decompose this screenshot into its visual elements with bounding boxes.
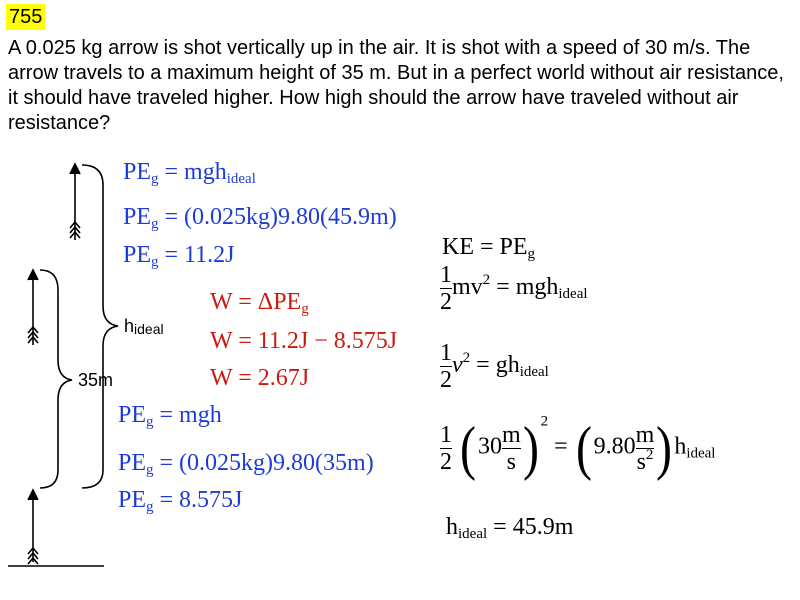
ke-equals-pe: KE = $PE_g$ [442, 234, 536, 262]
work-result: W = 2.67J [210, 365, 310, 391]
problem-statement: A 0.025 kg arrow is shot vertically up in the air. It is shot with a speed of 30 m/s. The arrow travels to a maximum height of 35 m. But in a perfect world without air resistance, it should have traveled higher. How high should the arrow have traveled without air resistance? [8, 37, 784, 134]
actual-pe-formula: $PE_g$ = mgh [118, 402, 222, 430]
meters-per-second-squared: $\frac{m}{s^2}$ [635, 421, 655, 475]
meters-per-second: $\frac{m}{s}$ [501, 421, 521, 475]
half-fraction: $\frac{1}{2}$ [440, 340, 452, 393]
energy-equation-3: $\frac{1}{2}$ (30 $\frac{m}{s}$ ) $^2$ = (9.80 $\frac{m}{s^2}$ )$h_{ideal}$ [440, 413, 716, 481]
half-fraction: $\frac{1}{2}$ [440, 262, 452, 315]
height-35m-label: 35m [78, 370, 114, 390]
ideal-pe-substitution: $PE_g = (0.025kg)9.80(45.9m)$ [123, 204, 397, 232]
energy-equation-2: $\frac{1}{2}$ $v^2 = gh_{ideal}$ [440, 340, 549, 393]
brace-h-ideal [82, 165, 118, 488]
work-substitution: W = 11.2J − 8.575J [210, 328, 398, 354]
launch-arrow [28, 490, 38, 564]
ideal-pe-formula: $PE_g = mgh_{ideal}$ [123, 159, 256, 187]
brace-35m [40, 270, 72, 488]
actual-pe-substitution: $PE_g = (0.025kg)9.80(35m)$ [118, 450, 374, 478]
energy-equation-1: $\frac{1}{2}$ $mv^2 = mgh_{ideal}$ [440, 262, 588, 315]
h-ideal-result: $h_{ideal} = 45.9m$ [446, 514, 574, 542]
actual-pe-result: $PE_g = 8.575J$ [118, 487, 243, 515]
ideal-height-arrow [70, 164, 80, 240]
slide-number-badge: 755 [6, 4, 45, 30]
actual-height-arrow [28, 270, 38, 345]
ideal-pe-result: $PE_g = 11.2J$ [123, 242, 235, 270]
h-ideal-label: $h_{ideal}$ [124, 316, 164, 337]
work-definition: $W = \Delta PE_g$ [210, 289, 309, 317]
half-fraction: $\frac{1}{2}$ [440, 421, 452, 475]
